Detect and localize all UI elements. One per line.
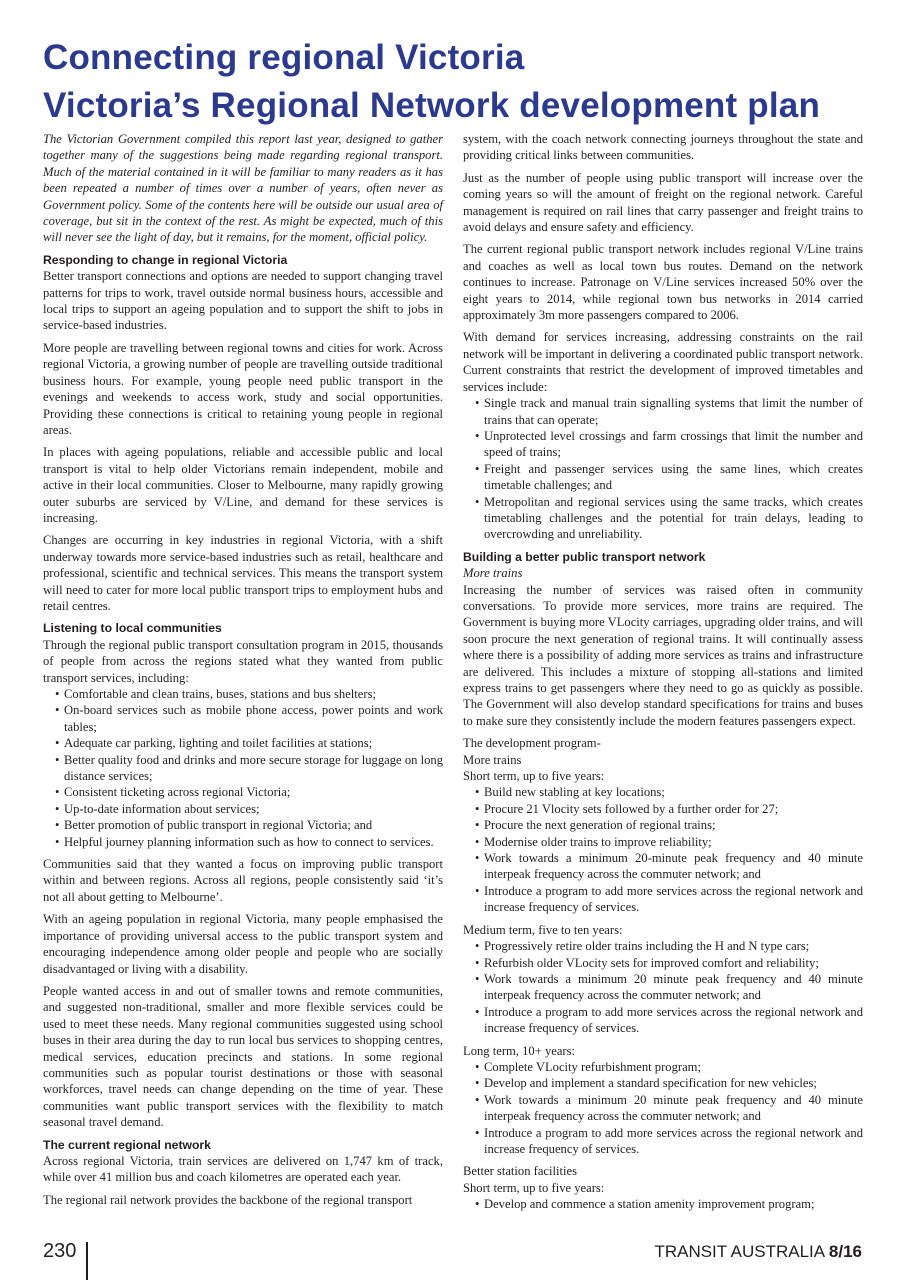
list-item: • Procure the next generation of regional trains; [475,817,863,833]
list-item: • Modernise older trains to improve reliability; [475,834,863,850]
paragraph: The regional rail network provides the backbone of the regional transport [43,1192,413,1207]
list-item: • Build new stabling at key locations; [475,784,863,800]
list-item: • Consistent ticketing across regional Victoria; [55,784,443,800]
list-item: • Refurbish older VLocity sets for improved comfort and reliability; [475,955,863,971]
list-item: • Better promotion of public transport in regional Victoria; and [55,817,443,833]
paragraph: With an ageing population in regional Victoria, many people emphasised the importance of providing universal access to the public transport system and encouraging independence among older people and people who are socially disadvantaged or living with a disability. [43,912,443,976]
paragraph: People wanted access in and out of smaller towns and remote communities, and suggested non-traditional, smaller and more flexible services could be used to meet these needs. Many regional communities suggested using school buses in their area during the day to run local bus services to shopping centres, medical services, education precincts and stations. In some regional communities such as popular tourist destinations or those with seasonal workforces, travel needs can change depending on the time of year. These communities want public transport services with the flexibility to match seasonal travel demand. [43,983,443,1130]
list-item: • Introduce a program to add more services across the regional network and increase frequency of services. [475,883,863,916]
paragraph: Medium term, five to ten years: [463,922,623,937]
paragraph: More people are travelling between regional towns and cities for work. Across regional Victoria, a growing number of people are travelling outside traditional business hours. For example, young people need public transport in the evenings and weekends to access work, study and social opportunities. Providing these connections is critical to retaining young people in regional areas. [43,340,443,437]
paragraph: Across regional Victoria, train services are delivered on 1,747 km of track, while over 41 million bus and coach kilometres are operated each year. [43,1153,443,1185]
list-item: • Introduce a program to add more services across the regional network and increase frequency of services. [475,1125,863,1158]
intro-paragraph: The Victorian Government compiled this report last year, designed to gather together many of the suggestions being made regarding regional transport. Much of the material contained in it will be familiar to many readers as it has been repeated a number of times over a number of years, often never as Government policy. Some of the contents here will be outside our usual area of coverage, but sit in the context of the rest. As might be expected, much of this will never see the light of day, but it remains, for the moment, official policy. [43,132,443,245]
list-item: • Work towards a minimum 20 minute peak frequency and 40 minute interpeak frequency across the commuter network; and [475,971,863,1004]
list-item: • Adequate car parking, lighting and toilet facilities at stations; [55,735,443,751]
footer-divider [86,1242,88,1280]
list-item: • Work towards a minimum 20 minute peak frequency and 40 minute interpeak frequency across the commuter network; and [475,1092,863,1125]
list-item: • Unprotected level crossings and farm crossings that limit the number and speed of trains; [475,428,863,461]
list-item: • Work towards a minimum 20-minute peak frequency and 40 minute interpeak frequency across the commuter network; and [475,850,863,883]
bullet-list [463,938,863,1036]
list-item: • Procure 21 Vlocity sets followed by a further order for 27; [475,801,863,817]
paragraph: Short term, up to five years: [463,1180,605,1195]
paragraph: Through the regional public transport consultation program in 2015, thousands of people from across the regions stated what they wanted from public transport services, including: [43,637,443,685]
paragraph: Long term, 10+ years: [463,1043,576,1058]
bullet-list [463,784,863,915]
paragraph: In places with ageing populations, reliable and accessible public and local transport is vital to help older Victorians remain independent, mobile and active in their local communities. Closer to Melbourne, many rapidly growing outer suburbs are serviced by V/Line, and demand for these services is increasing. [43,445,443,525]
left-column [43,131,443,1214]
list-item: • Better quality food and drinks and more secure storage for luggage on long distance services; [55,752,443,785]
paragraph: Communities said that they wanted a focus on improving public transport within and between regions. Across all regions, people consistently said ‘it’s not all about getting to Melbourne’. [43,857,443,904]
paragraph: Better station facilities [463,1164,578,1179]
bullet-list [463,1196,863,1212]
list-item: • Metropolitan and regional services using the same tracks, which creates timetabling challenges and the potential for train delays, leading to overcrowding and unreliability. [475,494,863,543]
paragraph: Just as the number of people using public transport will increase over the coming years so will the amount of freight on the regional network. Careful management is required on rail lines that carry passenger and freight trains to avoid delays and ensure safety and efficiency. [463,170,863,235]
section-heading: The current regional network [43,1137,211,1152]
list-item: • Helpful journey planning information such as how to connect to services. [55,834,443,850]
list-item: • Single track and manual train signalling systems that limit the number of trains that can operate; [475,395,863,428]
subheading: More trains [463,566,523,581]
bullet-list [463,1059,863,1157]
list-item: • Comfortable and clean trains, buses, stations and bus shelters; [55,686,443,702]
list-item: • On-board services such as mobile phone access, power points and work tables; [55,702,443,735]
paragraph: Increasing the number of services was raised often in community conversations. To provide more services, more trains are required. The Government is buying more VLocity carriages, upgrading older trains, and will soon procure the next generation of regional trains. It will continually assess where there is a possibility of adding more services as trains and infrastructure are delivered. This includes a mixture of stopping all-stations and limited express trains to get passengers where they need to go as quickly as possible. The Government will also develop standard specifications for trains and buses to make sure they consistently include the modern features passengers expect. [463,582,863,728]
list-item: • Introduce a program to add more services across the regional network and increase frequency of services. [475,1004,863,1037]
section-heading: Building a better public transport network [463,549,706,564]
section-heading: Listening to local communities [43,621,222,636]
bullet-list [463,395,863,543]
list-item: • Up-to-date information about services; [55,801,443,817]
section-heading: Responding to change in regional Victoria [43,252,288,267]
bullet-list [43,686,443,850]
list-item: • Progressively retire older trains including the H and N type cars; [475,938,863,954]
paragraph: The current regional public transport network includes regional V/Line trains and coaches as well as local town bus routes. Demand on the network continues to increase. Patronage on V/Line services increased 50% over the eight years to 2014, while regional town bus networks in 2014 carried approximately 3m more passengers compared to 2006. [463,242,863,323]
page-title: Connecting regional Victoria [43,38,525,77]
paragraph: system, with the coach network connecting journeys throughout the state and providing critical links between communities. [463,132,863,163]
page-subtitle: Victoria’s Regional Network development plan [43,86,821,125]
paragraph: Short term, up to five years: [463,769,605,784]
paragraph: Better transport connections and options are needed to support changing travel patterns for trips to work, travel outside normal business hours, accessible and local trips to support an ageing population and to support the shift to jobs in service-based industries. [43,269,443,333]
paragraph: More trains [463,752,522,767]
publication-footer [654,1242,862,1262]
paragraph: The development program- [463,736,601,751]
paragraph: With demand for services increasing, addressing constraints on the rail network will be important in delivering a coordinated public transport network. Current constraints that restrict the development of improved timetables and services include: [463,330,863,394]
page-number: 230 [43,1240,77,1262]
list-item: • Develop and commence a station amenity improvement program; [475,1196,863,1212]
right-column [463,131,863,1219]
issue-number: 8/16 [828,1242,862,1261]
publication-name: TRANSIT AUSTRALIA [654,1242,825,1261]
list-item: • Freight and passenger services using the same lines, which creates timetable challenges; and [475,461,863,494]
list-item: • Complete VLocity refurbishment program; [475,1059,863,1075]
list-item: • Develop and implement a standard specification for new vehicles; [475,1075,863,1091]
paragraph: Changes are occurring in key industries in regional Victoria, with a shift underway towards more service-based industries such as retail, healthcare and professional, scientific and technical services. This means the transport system will need to cater for more local public transport trips to employment hubs and retail centres. [43,533,443,613]
